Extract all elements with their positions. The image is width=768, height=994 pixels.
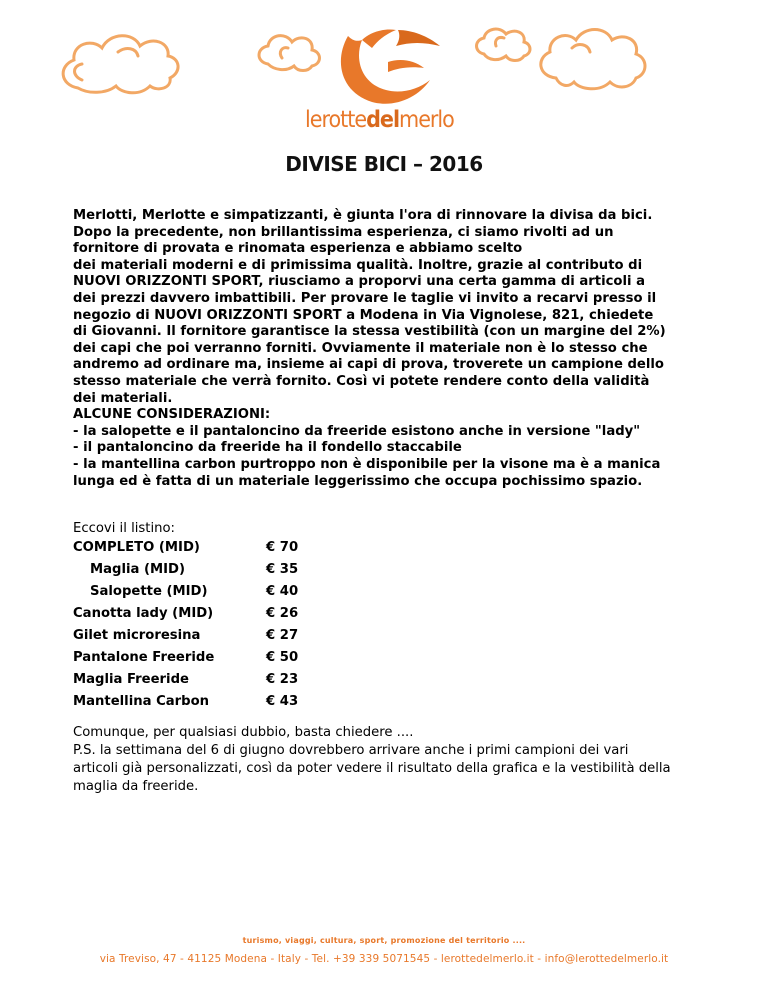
price-row — [73, 602, 298, 624]
intro-line: stesso materiale che verrà fornito. Così vi potete rendere conto della validità — [73, 373, 650, 389]
price-row — [73, 668, 298, 690]
intro-line: Merlotti, Merlotte e simpatizzanti, è giunta l'ora di rinnovare la divisa da bici. — [73, 208, 653, 223]
cloud-left-icon — [63, 36, 178, 93]
price-item-name: Mantellina Carbon — [73, 693, 210, 709]
price-item-value: € 40 — [266, 583, 299, 599]
price-item-value: € 27 — [266, 627, 299, 643]
intro-line: dei materiali. — [73, 390, 173, 406]
intro-line: - la mantellina carbon purtroppo non è disponibile per la visone ma è a manica — [73, 456, 661, 472]
closing-line: Comunque, per qualsiasi dubbio, basta chiedere .... — [73, 725, 414, 740]
intro-line: - la salopette e il pantaloncino da freeride esistono anche in versione "lady" — [73, 423, 641, 439]
intro-line: fornitore di provata e rinomata esperienza e abbiamo scelto — [73, 241, 523, 257]
cloud-right-icon — [477, 29, 646, 89]
swallow-logo-icon — [341, 29, 440, 103]
price-row — [73, 558, 298, 580]
intro-line: ALCUNE CONSIDERAZIONI: — [73, 407, 271, 423]
closing-line: maglia da freeride. — [73, 779, 199, 794]
price-item-name: Gilet microresina — [73, 627, 201, 643]
price-item-value: € 43 — [266, 693, 299, 709]
price-item-value: € 70 — [266, 539, 299, 555]
intro-line: negozio di NUOVI ORIZZONTI SPORT a Modena in Via Vignolese, 821, chiedete — [73, 307, 654, 323]
closing-paragraph — [73, 724, 713, 796]
price-row — [73, 624, 298, 646]
price-list-table — [73, 536, 298, 712]
page-title: DIVISE BICI – 2016 — [285, 152, 483, 176]
price-item-name: Maglia (MID) — [90, 561, 186, 577]
price-item-value: € 26 — [266, 605, 299, 621]
closing-line: articoli già personalizzati, così da poter vedere il risultato della grafica e la vestibilità della — [73, 761, 671, 776]
intro-line: dei prezzi davvero imbattibili. Per provare le taglie vi invito a recarvi presso il — [73, 290, 657, 306]
price-item-name: Pantalone Freeride — [73, 649, 215, 665]
intro-line: dei materiali moderni e di primissima qualità. Inoltre, grazie al contributo di — [73, 257, 643, 273]
price-item-value: € 23 — [266, 671, 299, 687]
listino-label: Eccovi il listino: — [73, 521, 175, 536]
intro-line: Dopo la precedente, non brillantissima esperienza, ci siamo rivolti ad un — [73, 224, 614, 240]
footer-tagline: turismo, viaggi, cultura, sport, promozione del territorio .... — [242, 936, 526, 945]
price-item-name: COMPLETO (MID) — [73, 539, 200, 555]
price-item-value: € 35 — [266, 561, 299, 577]
price-item-value: € 50 — [266, 649, 299, 665]
intro-line: di Giovanni. Il fornitore garantisce la stessa vestibilità (con un margine del 2%) — [73, 324, 666, 340]
footer-contacts: via Treviso, 47 - 41125 Modena - Italy - Tel. +39 339 5071545 - lerottedelmerlo.it - info@lerottedelmerlo.it — [99, 953, 669, 965]
intro-line: dei capi che poi verranno forniti. Ovviamente il materiale non è lo stesso che — [73, 340, 648, 356]
price-item-name: Maglia Freeride — [73, 671, 189, 687]
intro-line: NUOVI ORIZZONTI SPORT, riusciamo a proporvi una certa gamma di articoli a — [73, 274, 646, 290]
price-item-name: Canotta lady (MID) — [73, 605, 214, 621]
intro-line: - il pantaloncino da freeride ha il fondello staccabile — [73, 440, 462, 456]
closing-line: P.S. la settimana del 6 di giugno dovrebbero arrivare anche i primi campioni dei vari — [73, 743, 629, 758]
cloud-middle-icon — [259, 36, 320, 71]
price-row — [73, 646, 298, 668]
intro-line: andremo ad ordinare ma, insieme ai capi di prova, troverete un campione dello — [73, 357, 664, 373]
price-item-name: Salopette (MID) — [90, 583, 208, 599]
intro-line: lunga ed è fatta di un materiale leggerissimo che occupa pochissimo spazio. — [73, 473, 643, 489]
price-row — [73, 580, 298, 602]
brand-logo-text: lerottedelmerlo — [305, 107, 454, 133]
price-row — [73, 536, 298, 558]
intro-paragraph — [73, 208, 703, 490]
page-header — [0, 0, 768, 145]
price-row — [73, 690, 298, 712]
